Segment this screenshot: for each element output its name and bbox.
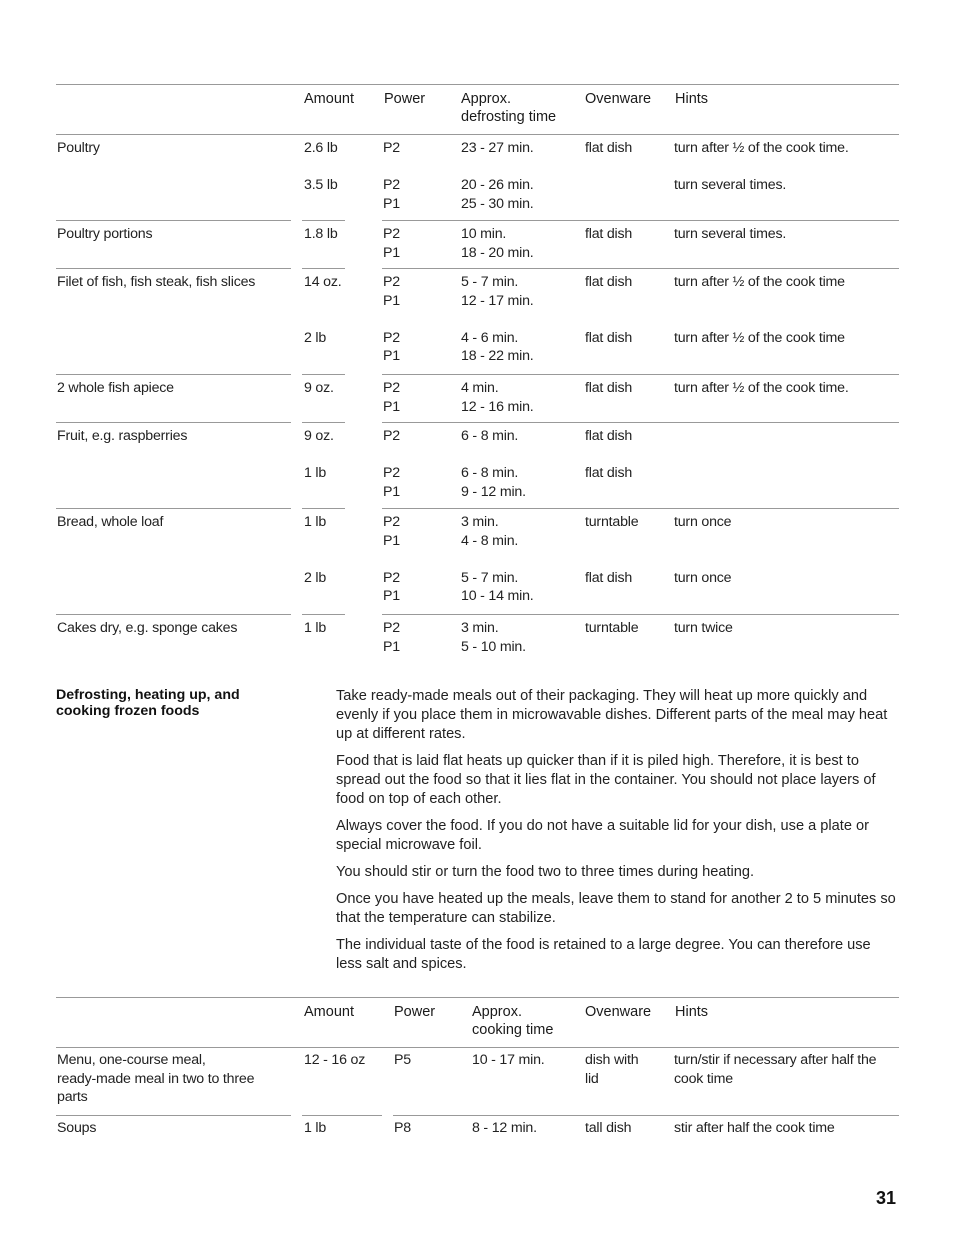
power-cell: P1 xyxy=(383,348,400,365)
hints-cell: turn after ½ of the cook time. xyxy=(674,380,849,396)
time-cell: 10 - 14 min. xyxy=(461,588,534,605)
food-group xyxy=(56,615,899,673)
food-group xyxy=(56,423,899,509)
amount-cell: 2 lb xyxy=(304,329,327,346)
amount-cell: 14 oz. xyxy=(304,274,342,290)
amount-cell: 1.8 lb xyxy=(304,226,338,242)
header-time-line2: cooking time xyxy=(472,1022,554,1038)
time-cell: 4 min. xyxy=(461,380,499,396)
power-cell: P2 xyxy=(383,620,400,636)
power-cell: P1 xyxy=(383,588,400,605)
hints-cell: turn after ½ of the cook time. xyxy=(674,140,849,156)
header-time-line1: Approx. xyxy=(472,1004,522,1020)
time-cell: 25 - 30 min. xyxy=(461,195,534,212)
ovenware-cell: flat dish xyxy=(585,329,633,346)
time-cell: 18 - 22 min. xyxy=(461,348,534,365)
header-ovenware: Ovenware xyxy=(585,1004,652,1020)
food-name: Soups xyxy=(57,1120,97,1136)
ovenware-cell: tall dish xyxy=(585,1120,632,1136)
food-name: Cakes dry, e.g. sponge cakes xyxy=(57,620,238,636)
hints-cell: turn once xyxy=(674,569,732,586)
header-time-line2: defrosting time xyxy=(461,109,557,125)
ovenware-cell: flat dish xyxy=(585,274,633,290)
power-cell: P2 xyxy=(383,177,400,193)
food-name: Poultry portions xyxy=(57,226,153,242)
power-cell: P2 xyxy=(383,140,400,156)
cooking-table-body xyxy=(56,1048,899,1156)
power-cell: P1 xyxy=(383,292,400,309)
power-cell: P1 xyxy=(383,532,400,549)
amount-cell: 9 oz. xyxy=(304,380,334,396)
food-name: Filet of fish, fish steak, fish slices xyxy=(57,274,256,290)
cook-row xyxy=(56,1116,899,1156)
amount-cell: 12 - 16 oz xyxy=(304,1052,366,1068)
food-name: Menu, one-course meal, xyxy=(57,1052,206,1068)
time-cell: 18 - 20 min. xyxy=(461,244,534,261)
section-paragraph: The individual taste of the food is retained to a large degree. You can therefore use less salt and spices. xyxy=(336,937,871,972)
time-cell: 6 - 8 min. xyxy=(461,428,519,444)
hints-cell: turn after ½ of the cook time xyxy=(674,274,845,290)
section-paragraph: Once you have heated up the meals, leave them to stand for another 2 to 5 minutes so that the temperature can stabilize. xyxy=(336,891,896,926)
header-amount: Amount xyxy=(304,1004,354,1020)
hints-cell: turn/stir if necessary after half the xyxy=(674,1052,877,1068)
power-cell: P1 xyxy=(383,638,400,655)
amount-cell: 1 lb xyxy=(304,514,327,530)
header-time xyxy=(472,1003,553,1039)
food-group xyxy=(56,269,899,375)
cooking-table-header xyxy=(56,998,899,1048)
time-cell: 8 - 12 min. xyxy=(472,1120,537,1136)
food-group xyxy=(56,221,899,269)
ovenware-cell: flat dish xyxy=(585,140,633,156)
ovenware-cell: flat dish xyxy=(585,465,633,481)
ovenware-cell: lid xyxy=(585,1070,599,1087)
time-cell: 5 - 7 min. xyxy=(461,569,519,586)
amount-cell: 3.5 lb xyxy=(304,177,338,193)
ovenware-cell: flat dish xyxy=(585,569,633,586)
amount-cell: 1 lb xyxy=(304,465,327,481)
power-cell: P2 xyxy=(383,274,400,290)
amount-cell: 9 oz. xyxy=(304,428,334,444)
food-name: Poultry xyxy=(57,140,100,156)
amount-cell: 1 lb xyxy=(304,1120,327,1136)
ovenware-cell: flat dish xyxy=(585,226,633,242)
header-ovenware: Ovenware xyxy=(585,91,652,107)
power-cell: P1 xyxy=(383,244,400,261)
food-name: 2 whole fish apiece xyxy=(57,380,174,396)
hints-cell: stir after half the cook time xyxy=(674,1120,835,1136)
time-cell: 23 - 27 min. xyxy=(461,140,534,156)
cook-row xyxy=(56,1048,899,1116)
defrosting-table xyxy=(56,84,899,673)
time-cell: 12 - 16 min. xyxy=(461,398,534,415)
power-cell: P2 xyxy=(383,465,400,481)
amount-cell: 2.6 lb xyxy=(304,140,338,156)
time-cell: 10 min. xyxy=(461,226,507,242)
amount-cell: 1 lb xyxy=(304,620,327,636)
cooking-table xyxy=(56,997,899,1156)
header-hints: Hints xyxy=(675,91,709,107)
header-power: Power xyxy=(384,91,426,107)
power-cell: P5 xyxy=(394,1052,411,1068)
power-cell: P8 xyxy=(394,1120,411,1136)
food-group xyxy=(56,509,899,615)
defrosting-table-body xyxy=(56,135,899,673)
hints-cell: turn several times. xyxy=(674,226,787,242)
power-cell: P2 xyxy=(383,329,400,346)
hints-cell: cook time xyxy=(674,1070,733,1087)
header-amount: Amount xyxy=(304,91,354,107)
hints-cell: turn twice xyxy=(674,620,733,636)
time-cell: 3 min. xyxy=(461,514,499,530)
amount-cell: 2 lb xyxy=(304,569,327,586)
food-name: parts xyxy=(57,1089,88,1106)
header-time-line1: Approx. xyxy=(461,91,511,107)
power-cell: P2 xyxy=(383,380,400,396)
power-cell: P1 xyxy=(383,195,400,212)
time-cell: 4 - 6 min. xyxy=(461,329,519,346)
section-title: Defrosting, heating up, and cooking frozen foods xyxy=(56,687,240,719)
food-group xyxy=(56,135,899,221)
power-cell: P1 xyxy=(383,483,400,500)
ovenware-cell: flat dish xyxy=(585,380,633,396)
time-cell: 5 - 7 min. xyxy=(461,274,519,290)
food-name: Bread, whole loaf xyxy=(57,514,164,530)
hints-cell: turn after ½ of the cook time xyxy=(674,329,845,346)
hints-cell: turn several times. xyxy=(674,177,787,193)
header-time xyxy=(461,90,556,126)
page-number: 31 xyxy=(875,1188,896,1208)
section-paragraph: Always cover the food. If you do not have a suitable lid for your dish, use a plate or special microwave foil. xyxy=(336,818,869,853)
food-group xyxy=(56,375,899,423)
hints-cell: turn once xyxy=(674,514,732,530)
time-cell: 3 min. xyxy=(461,620,499,636)
time-cell: 9 - 12 min. xyxy=(461,483,526,500)
time-cell: 6 - 8 min. xyxy=(461,465,519,481)
power-cell: P2 xyxy=(383,428,400,444)
food-name: Fruit, e.g. raspberries xyxy=(57,428,188,444)
power-cell: P2 xyxy=(383,226,400,242)
time-cell: 12 - 17 min. xyxy=(461,292,534,309)
ovenware-cell: flat dish xyxy=(585,428,633,444)
power-cell: P1 xyxy=(383,398,400,415)
power-cell: P2 xyxy=(383,569,400,586)
ovenware-cell: turntable xyxy=(585,514,639,530)
section-paragraphs xyxy=(336,687,898,982)
power-cell: P2 xyxy=(383,514,400,530)
time-cell: 10 - 17 min. xyxy=(472,1052,545,1068)
time-cell: 5 - 10 min. xyxy=(461,638,526,655)
defrosting-table-header xyxy=(56,85,899,135)
section-paragraph: Food that is laid flat heats up quicker than if it is piled high. Therefore, it is best to spread out the food so that it lies flat in the container. You should not place layers of food on top of each other. xyxy=(336,753,876,807)
food-name: ready-made meal in two to three xyxy=(57,1070,255,1087)
section-paragraph: Take ready-made meals out of their packaging. They will heat up more quickly and evenly if you place them in microwavable dishes. Different parts of the meal may heat up at different rates. xyxy=(336,688,888,742)
time-cell: 4 - 8 min. xyxy=(461,532,519,549)
ovenware-cell: turntable xyxy=(585,620,639,636)
header-hints: Hints xyxy=(675,1004,709,1020)
ovenware-cell: dish with xyxy=(585,1052,639,1068)
time-cell: 20 - 26 min. xyxy=(461,177,534,193)
header-power: Power xyxy=(394,1004,436,1020)
section-paragraph: You should stir or turn the food two to three times during heating. xyxy=(336,864,755,880)
